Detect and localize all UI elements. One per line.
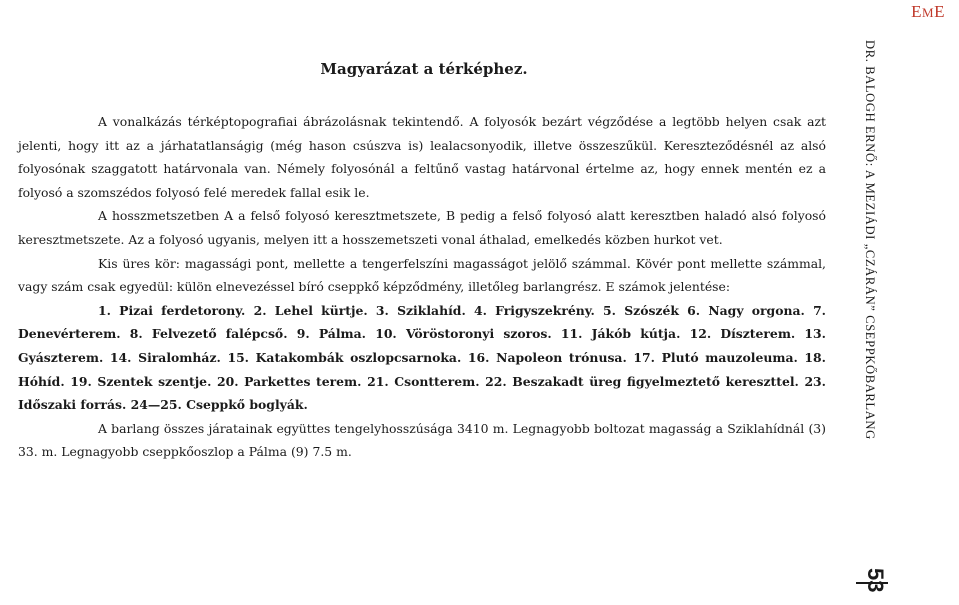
logo-letter-2: M	[922, 5, 935, 20]
paragraph-symbols: Kis üres kör: magassági pont, mellette a tengerfelszíni magasságot jelölő számmal. Kövér pont mellette számmal, vagy szám csak egyedül: külön elnevezéssel bíró cseppkő képződmény, illetőleg barlangrész. E számok jelentése:	[18, 255, 826, 295]
running-head-text: DR. BALOGH ERNŐ: A MEZIÁDI „CZÁRÁN” CSEPPKŐBARLANG	[863, 40, 877, 440]
logo-letter-3: E	[934, 2, 945, 21]
paragraph-numbered-features: 1. Pizai ferdetorony. 2. Lehel kürtje. 3. Sziklahíd. 4. Frigyszekrény. 5. Szószék 6. Nagy orgona. 7. Denevérterem. 8. Felvezető falépcső. 9. Pálma. 10. Vöröstoronyi szoros. 11. Jákób kútja. 12. Díszterem. 13. Gyászterem. 14. Siralomház. 15. Katakombák oszlopcsarnoka. 16. Napoleon trónusa. 17. Plutó mauzoleuma. 18. Hóhíd. 19. Szentek szentje. 20. Parkettes terem. 21. Csontterem. 22. Beszakadt üreg figyelmeztető kereszttel. 23. Időszaki forrás. 24—25. Cseppkő boglyák.	[18, 302, 826, 413]
journal-logo	[911, 2, 945, 22]
paragraph-hatching: A vonalkázás térképtopografiai ábrázolásnak tekintendő. A folyosók bezárt végződése a legtöbb helyen csak azt jelenti, hogy itt az a járhatatlanságig (még hason csúszva is) lealacsonyodik, illetve összeszűkül. Kereszteződésnél az alsó folyosónak szaggatott határvonala van. Némely folyosónál a feltűnő vastag határvonal értelme az, hogy ennek mentén ez a folyosó a szomszédos folyosó felé meredek fallal esik le.	[18, 114, 826, 200]
legend-body	[18, 110, 826, 464]
page-title: Magyarázat a térképhez.	[320, 60, 528, 78]
running-head	[862, 40, 888, 540]
paragraph-cross-section: A hosszmetszetben A a felső folyosó keresztmetszete, B pedig a felső folyosó alatt keresztben haladó alsó folyosó keresztmetszete. Az a folyosó ugyanis, melyen itt a hosszemetszeti vonal áthalad, emelkedés közben hurkot vet.	[18, 208, 826, 247]
paragraph-dimensions: A barlang összes járatainak együttes tengelyhosszúsága 3410 m. Legnagyobb boltozat magasság a Sziklahídnál (3) 33. m. Legnagyobb cseppkőoszlop a Pálma (9) 7.5 m.	[18, 420, 826, 460]
logo-letter-1: E	[911, 2, 923, 21]
page-number: 53	[863, 568, 888, 593]
